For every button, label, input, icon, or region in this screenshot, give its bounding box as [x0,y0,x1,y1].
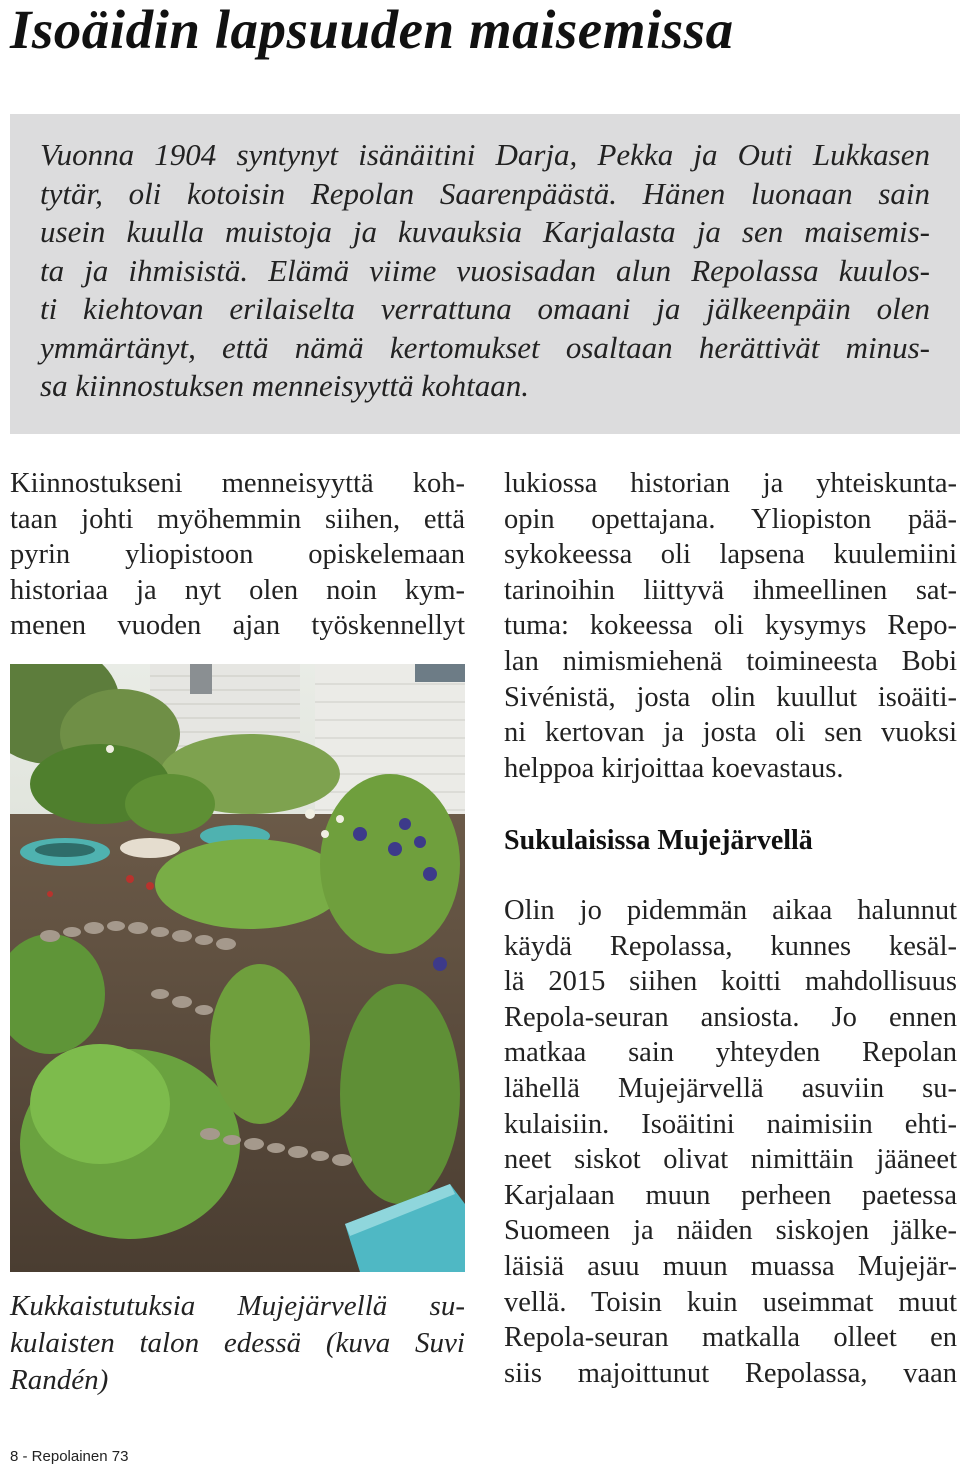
body-line: helppoa kirjoittaa koevastaus. [504,752,844,784]
body-line: Olin jo pidemmän aikaa halunnut [504,895,957,926]
intro-line: ymmärtänyt, että nämä kertomukset osaltaan herättivät minus- [40,329,930,365]
intro-line: Vuonna 1904 syntynyt isänäitini Darja, Pekka ja Outi Lukkasen [40,137,930,172]
left-paragraph [10,466,465,644]
body-line: Karjalaan muun perheen paetessa [504,1179,957,1211]
body-line: lä 2015 siihen koitti mahdollisuus [504,966,957,998]
body-line: Suomeen ja näiden siskojen jälke- [504,1215,957,1247]
body-line: opin opettajana. Yliopiston pää- [504,503,957,535]
body-line: menen vuoden ajan työskennellyt [10,610,465,642]
body-line: lähellä Mujejärvellä asuviin su- [504,1072,957,1104]
body-line: ni kertovan ja josta oli sen vuoksi [504,717,957,749]
right-paragraph-2 [504,893,957,1391]
body-line: lukiossa historian ja yhteiskunta- [504,468,957,499]
intro-line: ta ja ihmisistä. Elämä viime vuosisadan alun Repolassa kuulos- [40,252,930,288]
intro-box [10,114,960,434]
article-title: Isoäidin lapsuuden maisemissa [10,0,734,60]
right-column-text [504,466,957,786]
photo-caption [10,1288,465,1399]
body-line: tarinoihin liittyvä ihmeellinen sat- [504,574,957,606]
body-line: sykokeessa oli lapsena kuulemiini [504,539,957,571]
body-line: historiaa ja nyt olen noin kym- [10,574,465,606]
right-column-bottom-text [504,893,957,1391]
body-line: tuma: kokeessa oli kysymys Repo- [504,610,957,642]
body-line: pyrin yliopistoon opiskelemaan [10,539,465,571]
left-column-text [10,466,465,644]
body-line: kulaisiin. Isoäitini naimisiin ehti- [504,1108,957,1140]
caption-line: Kukkaistutuksia Mujejärvellä su- [10,1290,465,1322]
body-line: taan johti myöhemmin siihen, että [10,503,465,535]
body-line: Repola-seuran matkalla olleet en [504,1322,957,1354]
intro-line: tytär, oli kotoisin Repolan Saarenpäästä. Hänen luonaan sain [40,175,930,211]
body-line: neet siskot olivat nimittäin jääneet [504,1144,957,1176]
body-line: läisiä asuu muun muassa Mujejär- [504,1250,957,1282]
section-heading: Sukulaisissa Mujejärvellä [504,825,813,856]
caption-line: kulaisten talon edessä (kuva Suvi [10,1327,465,1359]
body-line: lan nimismiehenä toimineesta Bobi [504,645,957,677]
body-line: Sivénistä, josta olin kuullut isoäiti- [504,681,957,713]
body-line: matkaa sain yhteyden Repolan [504,1037,957,1069]
body-line: Kiinnostukseni menneisyyttä koh- [10,468,465,499]
right-paragraph [504,466,957,786]
intro-line: ti kiehtovan erilaiselta verrattuna omaani ja jälkeenpäin olen [40,291,930,326]
body-line: siis majoittunut Repolassa, vaan [504,1357,957,1389]
body-line: vellä. Toisin kuin useimmat muut [504,1286,957,1318]
body-line: Repola-seuran ansiosta. Jo ennen [504,1001,957,1033]
intro-line: usein kuulla muistoja ja kuvauksia Karjalasta ja sen maisemis- [40,214,930,249]
intro-paragraph [40,136,930,406]
caption-line: Randén) [10,1364,109,1396]
page-footer: 8 - Repolainen 73 [10,1448,129,1465]
garden-photo [10,664,465,1272]
intro-line: sa kiinnostuksen menneisyyttä kohtaan. [40,368,530,403]
body-line: käydä Repolassa, kunnes kesäl- [504,930,957,962]
